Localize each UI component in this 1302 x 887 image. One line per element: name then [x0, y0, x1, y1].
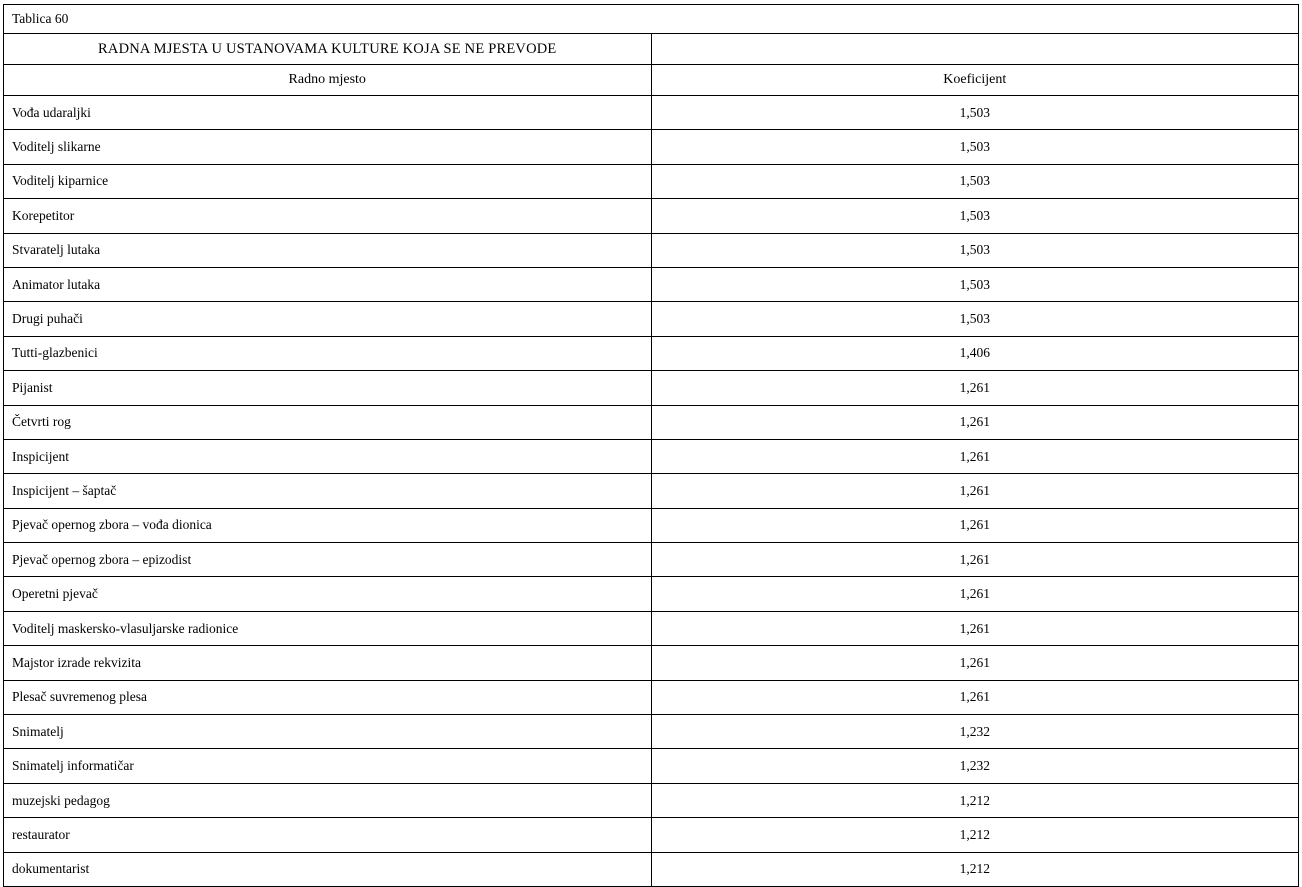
cell-coefficient: 1,261	[651, 577, 1299, 611]
table-row	[4, 715, 1299, 749]
title-row-empty-cell	[651, 34, 1299, 65]
table-row	[4, 852, 1299, 886]
cell-position: Plesač suvremenog plesa	[4, 680, 652, 714]
table-row	[4, 336, 1299, 370]
cell-coefficient: 1,503	[651, 233, 1299, 267]
cell-position: Korepetitor	[4, 199, 652, 233]
cell-position: Vođa udaraljki	[4, 96, 652, 130]
cell-coefficient: 1,261	[651, 646, 1299, 680]
table-body	[4, 5, 1299, 887]
table-title: RADNA MJESTA U USTANOVAMA KULTURE KOJA SE NE PREVODE	[4, 34, 652, 65]
cell-coefficient: 1,261	[651, 405, 1299, 439]
cell-coefficient: 1,232	[651, 715, 1299, 749]
table-row	[4, 267, 1299, 301]
cell-position: Drugi puhači	[4, 302, 652, 336]
table-row	[4, 508, 1299, 542]
table-row	[4, 199, 1299, 233]
table-row	[4, 164, 1299, 198]
table-row	[4, 130, 1299, 164]
cell-position: muzejski pedagog	[4, 783, 652, 817]
cell-coefficient: 1,232	[651, 749, 1299, 783]
cell-coefficient: 1,212	[651, 852, 1299, 886]
table-row	[4, 611, 1299, 645]
cell-position: Voditelj slikarne	[4, 130, 652, 164]
cell-coefficient: 1,503	[651, 267, 1299, 301]
cell-coefficient: 1,503	[651, 302, 1299, 336]
cell-position: restaurator	[4, 818, 652, 852]
table-row	[4, 749, 1299, 783]
cell-coefficient: 1,261	[651, 371, 1299, 405]
table-row	[4, 371, 1299, 405]
table-row	[4, 577, 1299, 611]
cell-position: Četvrti rog	[4, 405, 652, 439]
table-row	[4, 233, 1299, 267]
cell-coefficient: 1,406	[651, 336, 1299, 370]
cell-position: Inspicijent	[4, 439, 652, 473]
cell-position: Pjevač opernog zbora – epizodist	[4, 543, 652, 577]
cell-position: Stvaratelj lutaka	[4, 233, 652, 267]
cell-position: Operetni pjevač	[4, 577, 652, 611]
cell-coefficient: 1,261	[651, 611, 1299, 645]
cell-coefficient: 1,261	[651, 474, 1299, 508]
table-row	[4, 439, 1299, 473]
cell-position: Pjevač opernog zbora – vođa dionica	[4, 508, 652, 542]
table-row	[4, 783, 1299, 817]
cell-position: Majstor izrade rekvizita	[4, 646, 652, 680]
header-row	[4, 65, 1299, 96]
cell-coefficient: 1,503	[651, 164, 1299, 198]
table-row	[4, 543, 1299, 577]
cell-coefficient: 1,261	[651, 508, 1299, 542]
caption-row	[4, 5, 1299, 34]
positions-table	[3, 4, 1299, 887]
cell-position: Tutti-glazbenici	[4, 336, 652, 370]
column-header-coefficient: Koeficijent	[651, 65, 1299, 96]
table-row	[4, 405, 1299, 439]
cell-position: Snimatelj informatičar	[4, 749, 652, 783]
cell-position: Animator lutaka	[4, 267, 652, 301]
cell-position: Pijanist	[4, 371, 652, 405]
cell-position: Voditelj kiparnice	[4, 164, 652, 198]
cell-coefficient: 1,212	[651, 783, 1299, 817]
cell-position: Voditelj maskersko-vlasuljarske radionice	[4, 611, 652, 645]
cell-position: Inspicijent – šaptač	[4, 474, 652, 508]
cell-position: Snimatelj	[4, 715, 652, 749]
cell-coefficient: 1,503	[651, 130, 1299, 164]
cell-position: dokumentarist	[4, 852, 652, 886]
table-caption: Tablica 60	[4, 5, 1299, 34]
table-row	[4, 302, 1299, 336]
cell-coefficient: 1,261	[651, 543, 1299, 577]
cell-coefficient: 1,212	[651, 818, 1299, 852]
table-row	[4, 680, 1299, 714]
cell-coefficient: 1,261	[651, 439, 1299, 473]
table-row	[4, 646, 1299, 680]
title-row	[4, 34, 1299, 65]
table-row	[4, 818, 1299, 852]
cell-coefficient: 1,503	[651, 199, 1299, 233]
column-header-position: Radno mjesto	[4, 65, 652, 96]
table-row	[4, 474, 1299, 508]
cell-coefficient: 1,503	[651, 96, 1299, 130]
table-row	[4, 96, 1299, 130]
cell-coefficient: 1,261	[651, 680, 1299, 714]
